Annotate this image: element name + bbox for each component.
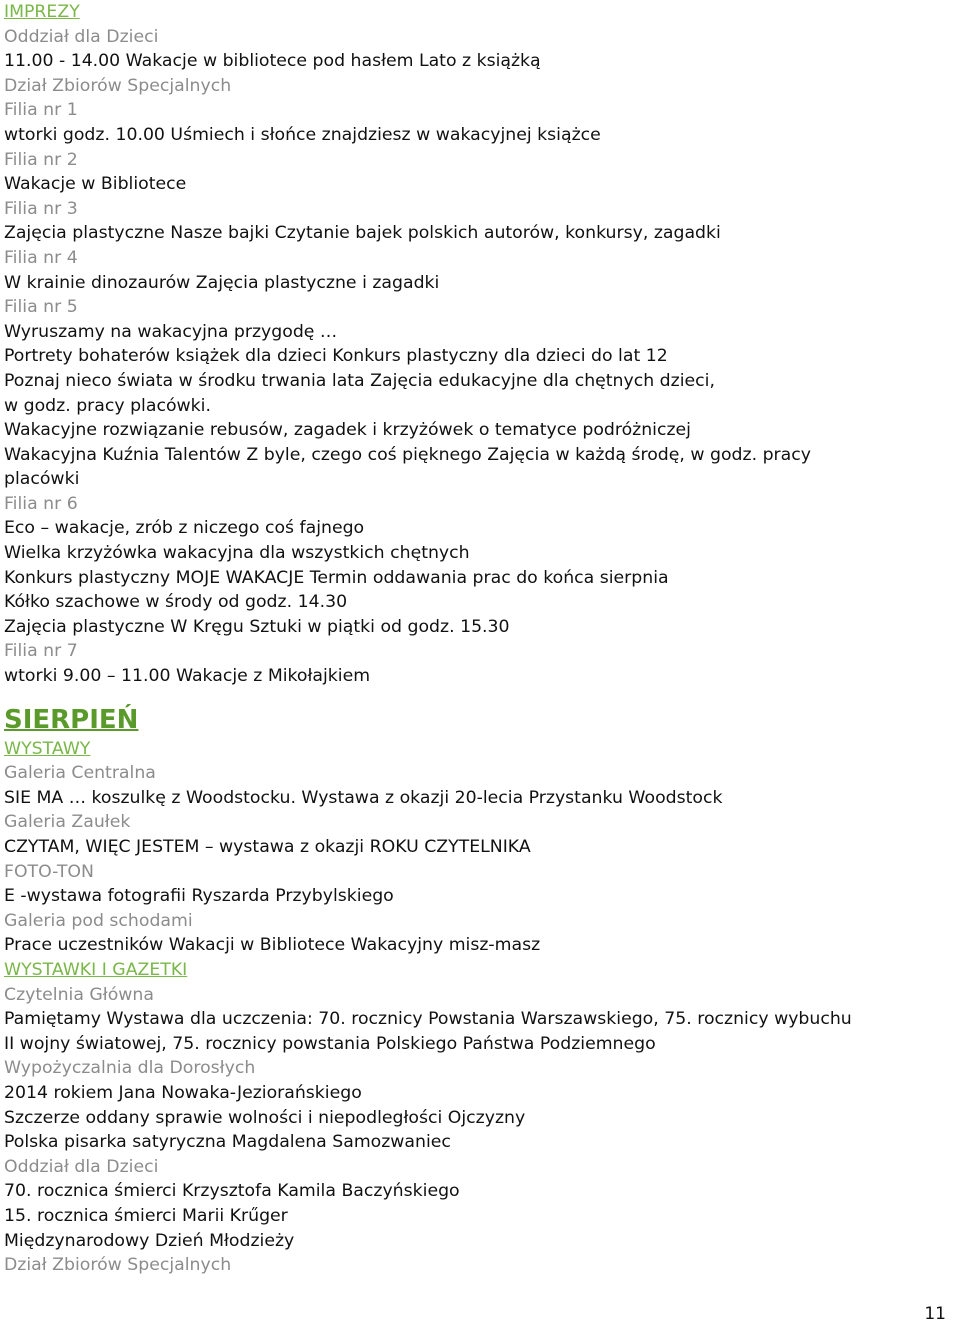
page-number: 11 bbox=[924, 1304, 946, 1324]
section-label-czytelnia-g-owna: Czytelnia Główna bbox=[4, 984, 154, 1005]
event-line-w-krainie-dinozaurow-zajecia-plastyczne-: W krainie dinozaurów Zajęcia plastyczne i zagadki bbox=[4, 272, 440, 293]
category-heading-wystawy[interactable]: WYSTAWY bbox=[4, 738, 91, 759]
event-line-wakacyjna-kuznia-talentow-z-byle-czego-c: Wakacyjna Kuźnia Talentów Z byle, czego coś pięknego Zajęcia w każdą środę, w godz. pracy bbox=[4, 444, 811, 465]
event-line-w-godz-pracy-placowki: w godz. pracy placówki. bbox=[4, 395, 211, 416]
section-label-wypozyczalnia-dla-doros-ych: Wypożyczalnia dla Dorosłych bbox=[4, 1058, 256, 1079]
section-label-oddzia-dla-dzieci: Oddział dla Dzieci bbox=[4, 26, 159, 47]
event-line-ko-ko-szachowe-w-srody-od-godz-14-30: Kółko szachowe w środy od godz. 14.30 bbox=[4, 592, 348, 613]
event-line-prace-uczestnikow-wakacji-w-bibliotece-w: Prace uczestników Wakacji w Bibliotece Wakacyjny misz-masz bbox=[4, 935, 541, 956]
section-label-dzia-zbiorow-specjalnych: Dział Zbiorów Specjalnych bbox=[4, 75, 232, 96]
event-line-pamietamy-wystawa-dla-uczczenia-70-roczn: Pamiętamy Wystawa dla uczczenia: 70. rocznicy Powstania Warszawskiego, 75. rocznicy wybuchu bbox=[4, 1009, 852, 1030]
event-line-wielka-krzyzowka-wakacyjna-dla-wszystkic: Wielka krzyżówka wakacyjna dla wszystkich chętnych bbox=[4, 543, 470, 564]
event-line-miedzynarodowy-dzien-m-odziezy: Międzynarodowy Dzień Młodzieży bbox=[4, 1230, 295, 1251]
section-label-filia-nr-7: Filia nr 7 bbox=[4, 641, 78, 662]
event-line-wtorki-godz-10-00-usmiech-i-s-once-znajd: wtorki godz. 10.00 Uśmiech i słońce znajdziesz w wakacyjnej książce bbox=[4, 124, 601, 145]
section-label-filia-nr-1: Filia nr 1 bbox=[4, 100, 78, 121]
event-line-konkurs-plastyczny-moje-wakacje-termin-o: Konkurs plastyczny MOJE WAKACJE Termin oddawania prac do końca sierpnia bbox=[4, 567, 669, 588]
section-label-filia-nr-3: Filia nr 3 bbox=[4, 198, 78, 219]
event-line-wtorki-9-00-11-00-wakacje-z-miko-ajkiem: wtorki 9.00 – 11.00 Wakacje z Mikołajkiem bbox=[4, 666, 371, 687]
events-list bbox=[4, 0, 956, 689]
section-label-galeria-centralna: Galeria Centralna bbox=[4, 763, 156, 784]
event-line-poznaj-nieco-swiata-w-srodku-trwania-lat: Poznaj nieco świata w środku trwania lata Zajęcia edukacyjne dla chętnych dzieci, bbox=[4, 370, 715, 391]
event-line-ii-wojny-swiatowej-75-rocznicy-powstania: II wojny światowej, 75. rocznicy powstania Polskiego Państwa Podziemnego bbox=[4, 1033, 656, 1054]
event-line-portrety-bohaterow-ksiazek-dla-dzieci-ko: Portrety bohaterów książek dla dzieci Konkurs plastyczny dla dzieci do lat 12 bbox=[4, 346, 668, 367]
section-label-dzia-zbiorow-specjalnych: Dział Zbiorów Specjalnych bbox=[4, 1255, 232, 1276]
event-line-eco-wakacje-zrob-z-niczego-cos-fajnego: Eco – wakacje, zrób z niczego coś fajnego bbox=[4, 518, 365, 539]
document-body bbox=[4, 0, 956, 1278]
event-line-wakacyjne-rozwiazanie-rebusow-zagadek-i-: Wakacyjne rozwiązanie rebusów, zagadek i krzyżówek o tematyce podróżniczej bbox=[4, 420, 691, 441]
event-line-polska-pisarka-satyryczna-magdalena-samo: Polska pisarka satyryczna Magdalena Samozwaniec bbox=[4, 1132, 451, 1153]
section-label-filia-nr-5: Filia nr 5 bbox=[4, 297, 78, 318]
event-line-sie-ma-koszulke-z-woodstocku-wystawa-z-o: SIE MA … koszulkę z Woodstocku. Wystawa z okazji 20-lecia Przystanku Woodstock bbox=[4, 787, 723, 808]
month-heading: SIERPIEŃ bbox=[4, 704, 139, 735]
event-line-placowki: placówki bbox=[4, 469, 80, 490]
event-line-zajecia-plastyczne-nasze-bajki-czytanie-: Zajęcia plastyczne Nasze bajki Czytanie bajek polskich autorów, konkursy, zagadki bbox=[4, 223, 721, 244]
section-label-galeria-pod-schodami: Galeria pod schodami bbox=[4, 910, 193, 931]
section-label-oddzia-dla-dzieci: Oddział dla Dzieci bbox=[4, 1156, 159, 1177]
event-line-zajecia-plastyczne-w-kregu-sztuki-w-piat: Zajęcia plastyczne W Kręgu Sztuki w piątki od godz. 15.30 bbox=[4, 616, 510, 637]
event-line-2014-rokiem-jana-nowaka-jezioranskiego: 2014 rokiem Jana Nowaka-Jeziorańskiego bbox=[4, 1082, 362, 1103]
event-line-11-00-14-00-wakacje-w-bibliotece-pod-has: 11.00 - 14.00 Wakacje w bibliotece pod hasłem Lato z książką bbox=[4, 51, 541, 72]
event-line-czytam-wiec-jestem-wystawa-z-okazji-roku: CZYTAM, WIĘC JESTEM – wystawa z okazji ROKU CZYTELNIKA bbox=[4, 837, 531, 857]
exhibitions-list bbox=[4, 737, 956, 1278]
section-label-filia-nr-6: Filia nr 6 bbox=[4, 493, 78, 514]
event-line-e-wystawa-fotografii-ryszarda-przybylski: E -wystawa fotografii Ryszarda Przybylskiego bbox=[4, 886, 394, 907]
category-heading-wystawki-i-gazetki[interactable]: WYSTAWKI I GAZETKI bbox=[4, 959, 188, 980]
section-label-galeria-zau-ek: Galeria Zaułek bbox=[4, 812, 131, 833]
event-line-wakacje-w-bibliotece: Wakacje w Bibliotece bbox=[4, 174, 187, 195]
section-label-filia-nr-2: Filia nr 2 bbox=[4, 149, 78, 170]
category-heading-imprezy[interactable]: IMPREZY bbox=[4, 2, 80, 22]
section-label-foto-ton: FOTO-TON bbox=[4, 861, 94, 882]
event-line-wyruszamy-na-wakacyjna-przygode: Wyruszamy na wakacyjna przygodę … bbox=[4, 321, 338, 342]
event-line-70-rocznica-smierci-krzysztofa-kamila-ba: 70. rocznica śmierci Krzysztofa Kamila Baczyńskiego bbox=[4, 1181, 460, 1202]
event-line-15-rocznica-smierci-marii-kruger: 15. rocznica śmierci Marii Krűger bbox=[4, 1205, 288, 1226]
event-line-szczerze-oddany-sprawie-wolnosci-i-niepo: Szczerze oddany sprawie wolności i niepodległości Ojczyzny bbox=[4, 1107, 526, 1128]
section-label-filia-nr-4: Filia nr 4 bbox=[4, 247, 78, 268]
